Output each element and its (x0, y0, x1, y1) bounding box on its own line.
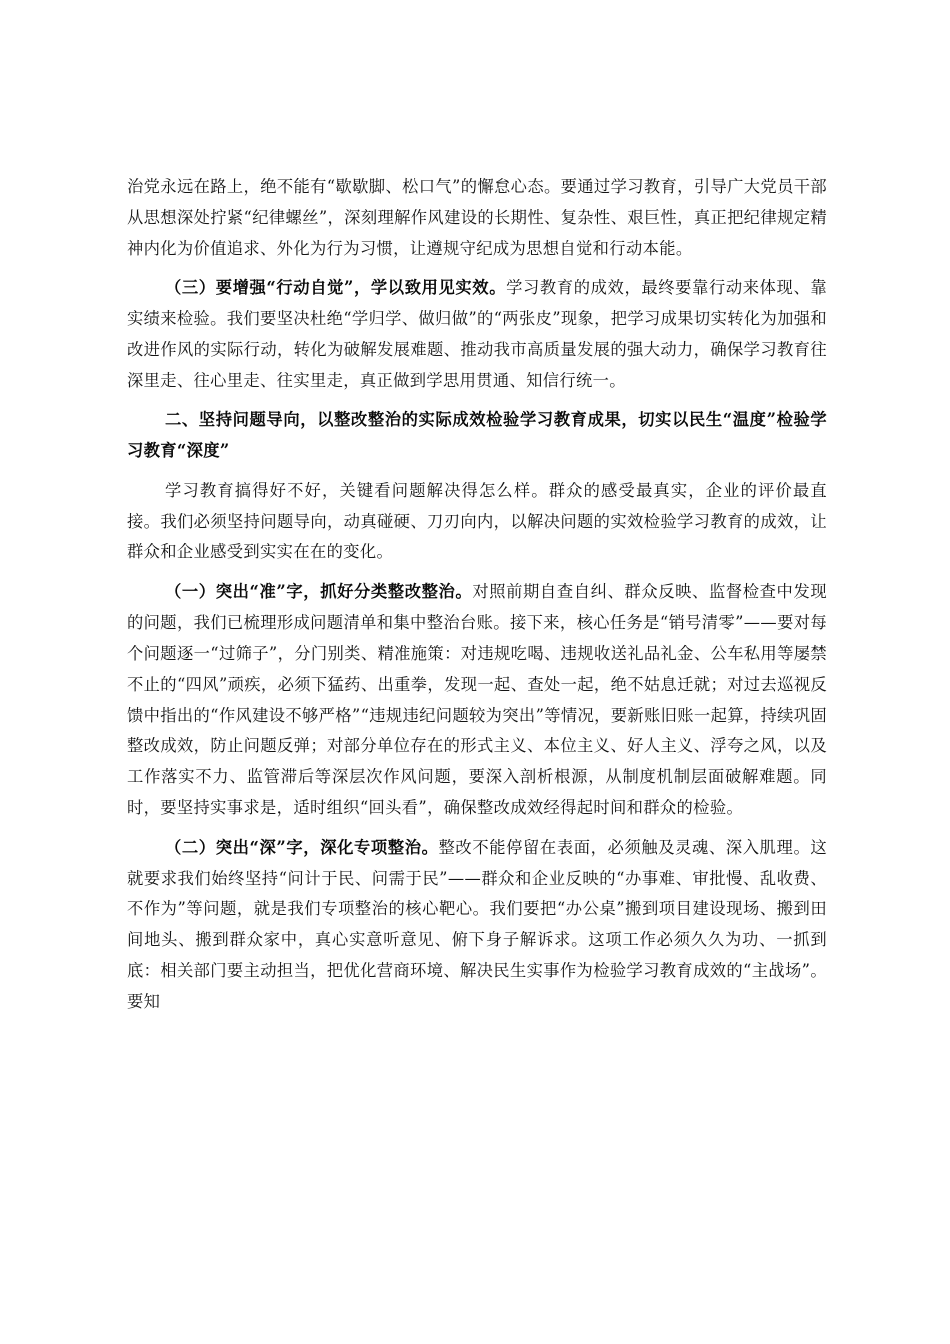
paragraph-text: 治党永远在路上，绝不能有“歇歇脚、松口气”的懈怠心态。要通过学习教育，引导广大党员干部从思想深处拧紧“纪律螺丝”，深刻理解作风建设的长期性、复杂性、艰巨性，真正把纪律规定精神内化为价值追求、外化为行为习惯，让遵规守纪成为思想自觉和行动本能。 (127, 177, 827, 258)
subheading-special-rectification: （二）突出“深”字，深化专项整治。 (165, 837, 439, 857)
paragraph-discipline (127, 172, 827, 265)
section-heading-text: 二、坚持问题导向，以整改整治的实际成效检验学习教育成果，切实以民生“温度”检验学习教育“深度” (127, 410, 827, 461)
subheading-classified-rectification: （一）突出“准”字，抓好分类整改整治。 (165, 581, 473, 601)
section-heading-problem-oriented (127, 405, 827, 467)
paragraph-text: 整改不能停留在表面，必须触及灵魂、深入肌理。这就要求我们始终坚持“问计于民、问需于民”——群众和企业反映的“办事难、审批慢、乱收费、不作为”等问题，就是我们专项整治的核心靶心。我们要把“办公桌”搬到项目建设现场、搬到田间地头、搬到群众家中，真心实意听意见、俯下身子解诉求。这项工作必须久久为功、一抓到底：相关部门要主动担当，把优化营商环境、解决民生实事作为检验学习教育成效的“主战场”。要知 (127, 837, 827, 1012)
paragraph-special-rectification (127, 833, 827, 1018)
paragraph-text: 对照前期自查自纠、群众反映、监督检查中发现的问题，我们已梳理形成问题清单和集中整治台账。接下来，核心任务是“销号清零”——要对每个问题逐一“过筛子”，分门别类、精准施策：对违规吃喝、违规收送礼品礼金、公车私用等屡禁不止的“四风”顽疾，必须下猛药、出重拳，发现一起、查处一起，绝不姑息迁就；对过去巡视反馈中指出的“作风建设不够严格”“违规违纪问题较为突出”等情况，要新账旧账一起算，持续巩固整改成效，防止问题反弹；对部分单位存在的形式主义、本位主义、好人主义、浮夸之风，以及工作落实不力、监管滞后等深层次作风问题，要深入剖析根源，从制度机制层面破解难题。同时，要坚持实事求是，适时组织“回头看”，确保整改成效经得起时间和群众的检验。 (127, 581, 827, 818)
document-body (127, 172, 827, 1027)
paragraph-text: 学习教育搞得好不好，关键看问题解决得怎么样。群众的感受最真实，企业的评价最直接。我们必须坚持问题导向，动真碰硬、刀刃向内，以解决问题的实效检验学习教育的成效，让群众和企业感受到实实在在的变化。 (127, 480, 827, 562)
paragraph-learning-effect (127, 476, 827, 569)
paragraph-text: 学习教育的成效，最终要靠行动来体现、靠实绩来检验。我们要坚决杜绝“学归学、做归做”的“两张皮”现象，把学习成果切实转化为加强和改进作风的实际行动，转化为破解发展难题、推动我市高质量发展的强大动力，确保学习教育往深里走、往心里走、往实里走，真正做到学思用贯通、知信行统一。 (127, 278, 827, 390)
paragraph-classified-rectification (127, 577, 827, 824)
subheading-action-consciousness: （三）要增强“行动自觉”，学以致用见实效。 (165, 278, 507, 298)
paragraph-action-consciousness (127, 273, 827, 397)
